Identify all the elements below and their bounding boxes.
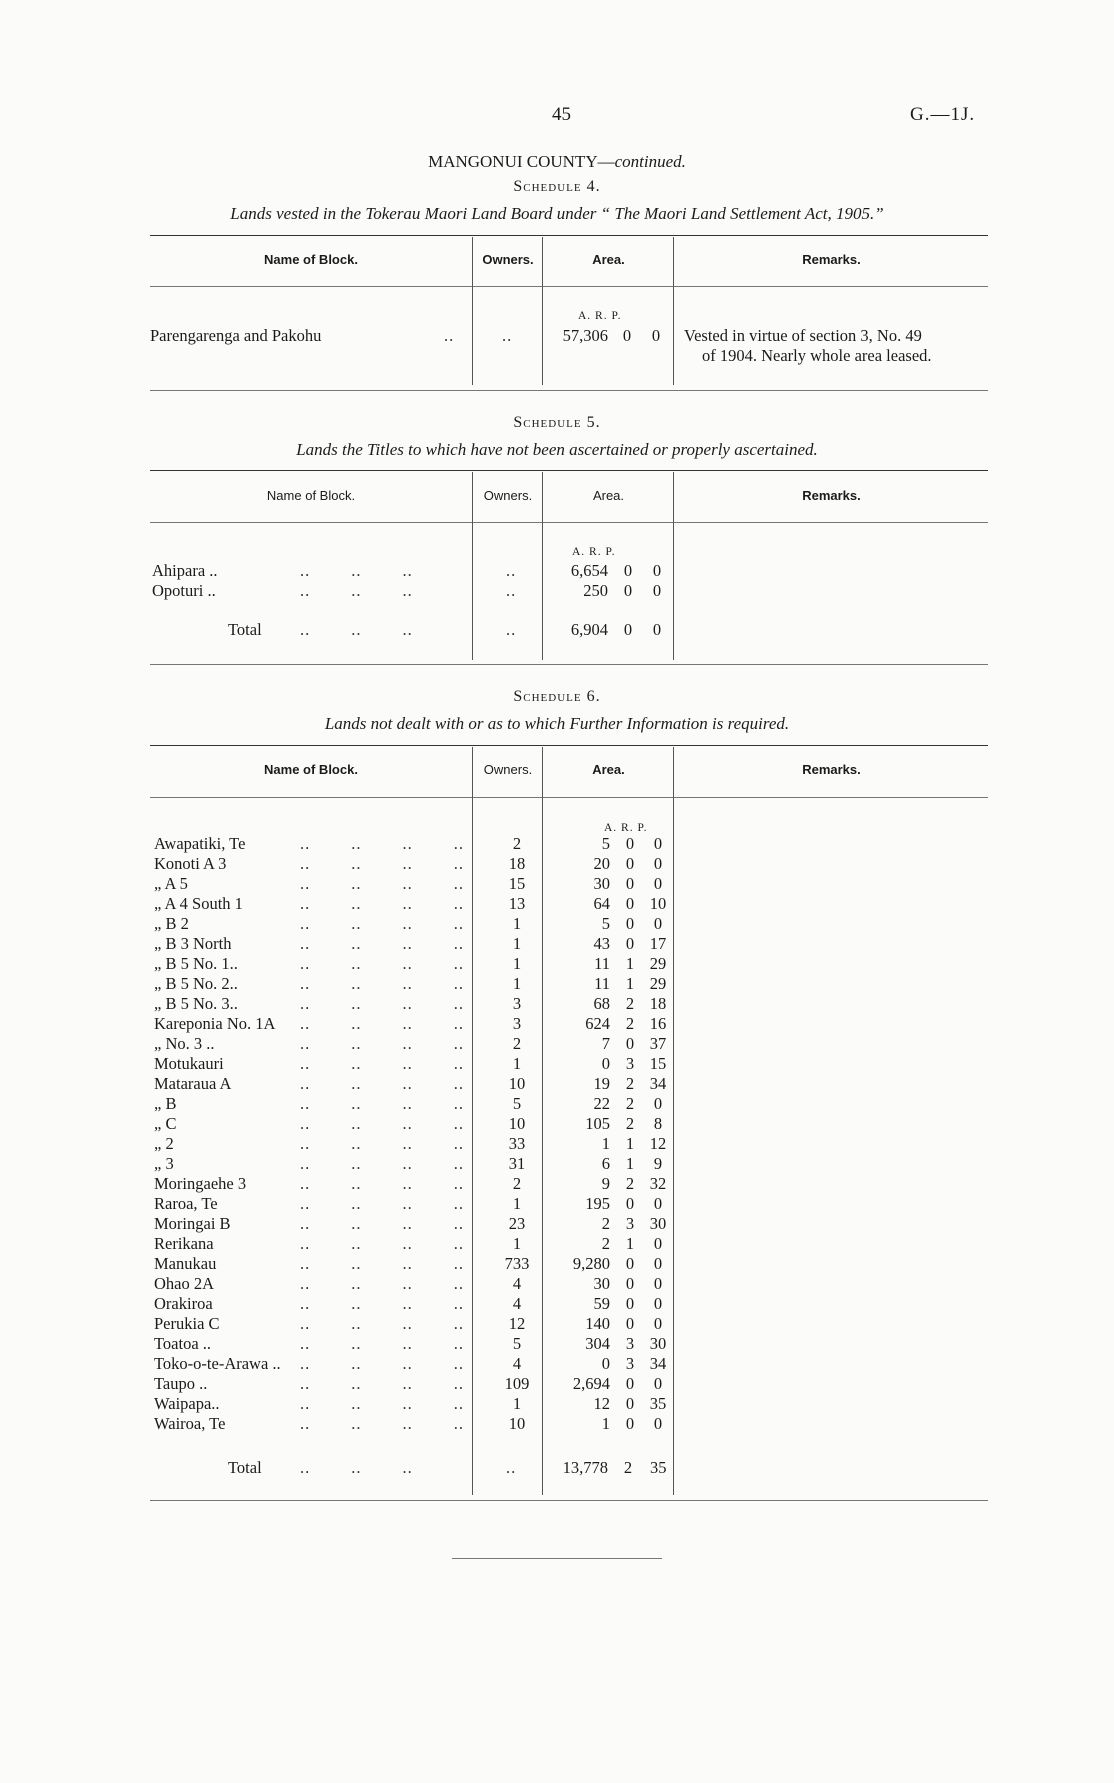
- block-name: Parengarenga and Pakohu: [150, 326, 322, 345]
- perches: 29: [649, 974, 667, 993]
- schedule-6-title: Schedule 6.: [513, 688, 601, 705]
- total-roods: 0: [623, 620, 633, 639]
- acres: 2: [601, 1234, 610, 1253]
- acres: 11: [594, 954, 610, 973]
- schedule-4-title: Schedule 4.: [513, 178, 601, 195]
- perches: 35: [649, 1394, 667, 1413]
- total-owners: ..: [506, 620, 517, 639]
- owners: 31: [508, 1154, 526, 1173]
- owners: 3: [512, 994, 522, 1013]
- roods: 0: [623, 581, 633, 600]
- table-rule: [150, 797, 988, 798]
- owners: 12: [508, 1314, 526, 1333]
- block-name: Taupo ..: [154, 1374, 208, 1393]
- leader-dots: .. .. .. ..: [300, 974, 464, 993]
- roods: 3: [625, 1334, 635, 1353]
- acres: 1: [601, 1414, 610, 1433]
- block-name: „ B 3 North: [154, 934, 232, 953]
- roods: 0: [625, 854, 635, 873]
- block-name: Wairoa, Te: [154, 1414, 226, 1433]
- roods: 0: [625, 894, 635, 913]
- owners: ..: [506, 561, 517, 580]
- acres: 30: [593, 1274, 610, 1293]
- county-continued: continued.: [614, 152, 686, 171]
- leader-dots: .. .. .. ..: [300, 1234, 464, 1253]
- table-rule: [150, 470, 988, 471]
- acres: 19: [593, 1074, 610, 1093]
- acres: 30: [593, 874, 610, 893]
- total-perches: 35: [650, 1458, 667, 1477]
- total-label: Total: [228, 620, 262, 639]
- perches: 10: [649, 894, 667, 913]
- perches: 0: [651, 326, 661, 345]
- total-label: Total: [228, 1458, 262, 1477]
- perches: 0: [653, 1234, 663, 1253]
- end-rule: [452, 1558, 662, 1559]
- leader-dots: .. .. .. ..: [300, 1154, 464, 1173]
- roods: 3: [625, 1054, 635, 1073]
- block-name: Motukauri: [154, 1054, 224, 1073]
- acres: 11: [594, 974, 610, 993]
- roods: 0: [622, 326, 632, 345]
- leader-dots: .. .. .. ..: [300, 1354, 464, 1373]
- owners: 1: [512, 914, 522, 933]
- leader-dots: .. .. .. ..: [300, 1414, 464, 1433]
- roods: 0: [625, 1194, 635, 1213]
- acres: 304: [585, 1334, 610, 1353]
- roods: 0: [625, 1294, 635, 1313]
- perches: 0: [653, 1094, 663, 1113]
- acres: 9: [601, 1174, 610, 1193]
- owners: 5: [512, 1334, 522, 1353]
- block-name: „ No. 3 ..: [154, 1034, 215, 1053]
- owners: 1: [512, 974, 522, 993]
- acres: 57,306: [562, 326, 608, 345]
- header-name-of-block: Name of Block.: [266, 488, 356, 503]
- owners: 1: [512, 1194, 522, 1213]
- acres: 0: [601, 1054, 610, 1073]
- column-divider: [542, 237, 543, 385]
- acres: 22: [593, 1094, 610, 1113]
- leader-dots: .. .. .. ..: [300, 854, 464, 873]
- perches: 0: [652, 561, 662, 580]
- block-name: Kareponia No. 1A: [154, 1014, 276, 1033]
- roods: 0: [625, 1274, 635, 1293]
- acres: 6: [601, 1154, 610, 1173]
- leader-dots: .. .. .. ..: [300, 1194, 464, 1213]
- owners: 15: [508, 874, 526, 893]
- block-name: Opoturi ..: [152, 581, 216, 600]
- table-rule: [150, 745, 988, 746]
- block-name: „ B: [154, 1094, 177, 1113]
- acres: 43: [593, 934, 610, 953]
- block-name: „ B 2: [154, 914, 189, 933]
- perches: 0: [653, 1194, 663, 1213]
- roods: 0: [625, 1414, 635, 1433]
- leader-dots: ..: [444, 326, 455, 345]
- roods: 2: [625, 994, 635, 1013]
- header-owners: Owners.: [482, 252, 534, 267]
- acres: 140: [585, 1314, 610, 1333]
- acres: 9,280: [572, 1254, 610, 1273]
- acres: 7: [601, 1034, 610, 1053]
- county-title: [0, 152, 1114, 172]
- leader-dots: .. .. .. ..: [300, 1034, 464, 1053]
- leader-dots: .. .. .. ..: [300, 954, 464, 973]
- owners: 1: [512, 954, 522, 973]
- acres: 0: [601, 1354, 610, 1373]
- table-rule: [150, 1500, 988, 1501]
- block-name: Orakiroa: [154, 1294, 213, 1313]
- roods: 0: [625, 914, 635, 933]
- block-name: „ A 4 South 1: [154, 894, 243, 913]
- header-area: Area.: [592, 488, 625, 503]
- acres: 59: [593, 1294, 610, 1313]
- table-rule: [150, 286, 988, 287]
- leader-dots: .. .. .. ..: [300, 874, 464, 893]
- document-code: G.—1J.: [910, 104, 976, 125]
- roods: 1: [625, 1134, 635, 1153]
- acres: 68: [593, 994, 610, 1013]
- block-name: „ B 5 No. 2..: [154, 974, 238, 993]
- perches: 0: [653, 1254, 663, 1273]
- roods: 2: [625, 1094, 635, 1113]
- roods: 3: [625, 1214, 635, 1233]
- acres: 64: [593, 894, 610, 913]
- owners: 4: [512, 1294, 522, 1313]
- block-name: Toko-o-te-Arawa ..: [154, 1354, 281, 1373]
- leader-dots: .. .. .. ..: [300, 1094, 464, 1113]
- total-owners: ..: [506, 1458, 517, 1477]
- perches: 30: [649, 1214, 667, 1233]
- roods: 1: [625, 1234, 635, 1253]
- table-rule: [150, 235, 988, 236]
- leader-dots: .. .. .. ..: [300, 914, 464, 933]
- perches: 0: [653, 854, 663, 873]
- leader-dots: .. .. .. ..: [300, 1254, 464, 1273]
- roods: 0: [625, 934, 635, 953]
- block-name: „ 2: [154, 1134, 174, 1153]
- acres: 5: [601, 914, 610, 933]
- header-area: Area.: [592, 762, 625, 777]
- owners: 4: [512, 1274, 522, 1293]
- leader-dots: .. .. .. ..: [300, 1114, 464, 1133]
- owners: 13: [508, 894, 526, 913]
- owners: 10: [508, 1074, 526, 1093]
- perches: 16: [649, 1014, 667, 1033]
- roods: 0: [625, 1374, 635, 1393]
- schedule-5-caption: Lands the Titles to which have not been ascertained or properly ascertained.: [296, 440, 818, 459]
- roods: 0: [625, 834, 635, 853]
- leader-dots: .. .. .. ..: [300, 1374, 464, 1393]
- total-perches: 0: [652, 620, 662, 639]
- remarks-line-2: of 1904. Nearly whole area leased.: [702, 346, 932, 365]
- owners: 18: [508, 854, 526, 873]
- perches: 0: [653, 874, 663, 893]
- block-name: Manukau: [154, 1254, 217, 1273]
- area-units: A. R. P.: [572, 546, 616, 558]
- perches: 15: [649, 1054, 667, 1073]
- leader-dots: .. .. .. ..: [300, 1314, 464, 1333]
- block-name: Waipapa..: [154, 1394, 220, 1413]
- owners: 2: [512, 1174, 522, 1193]
- acres: 2,694: [572, 1374, 610, 1393]
- owners: 1: [512, 1394, 522, 1413]
- owners: 1: [512, 1054, 522, 1073]
- leader-dots: .. .. .. ..: [300, 834, 464, 853]
- leader-dots: .. .. .. ..: [300, 934, 464, 953]
- owners: 33: [508, 1134, 526, 1153]
- perches: 32: [649, 1174, 667, 1193]
- column-divider: [673, 747, 674, 1495]
- roods: 3: [625, 1354, 635, 1373]
- perches: 0: [652, 581, 662, 600]
- perches: 17: [649, 934, 667, 953]
- perches: 0: [653, 1274, 663, 1293]
- roods: 0: [625, 1254, 635, 1273]
- perches: 0: [653, 1374, 663, 1393]
- block-name: Rerikana: [154, 1234, 214, 1253]
- perches: 9: [653, 1154, 663, 1173]
- block-name: Moringai B: [154, 1214, 231, 1233]
- schedule-4-caption: Lands vested in the Tokerau Maori Land Board under “ The Maori Land Settlement Act, 1905.”: [230, 204, 884, 223]
- header-remarks: Remarks.: [802, 762, 861, 777]
- owners: 10: [508, 1114, 526, 1133]
- perches: 18: [649, 994, 667, 1013]
- column-divider: [472, 472, 473, 660]
- leader-dots: .. .. ..: [300, 561, 413, 580]
- acres: 20: [593, 854, 610, 873]
- column-divider: [472, 747, 473, 1495]
- perches: 30: [649, 1334, 667, 1353]
- block-name: Ahipara ..: [152, 561, 218, 580]
- leader-dots: .. .. ..: [300, 581, 413, 600]
- block-name: Raroa, Te: [154, 1194, 218, 1213]
- leader-dots: .. .. .. ..: [300, 894, 464, 913]
- roods: 0: [625, 874, 635, 893]
- block-name: „ A 5: [154, 874, 188, 893]
- block-name: Konoti A 3: [154, 854, 227, 873]
- perches: 0: [653, 1414, 663, 1433]
- leader-dots: .. .. .. ..: [300, 1074, 464, 1093]
- table-rule: [150, 390, 988, 391]
- schedule-5-title: Schedule 5.: [513, 414, 601, 431]
- owners: 23: [508, 1214, 526, 1233]
- schedule-6-caption: Lands not dealt with or as to which Further Information is required.: [324, 714, 790, 733]
- block-name: Moringaehe 3: [154, 1174, 247, 1193]
- acres: 5: [601, 834, 610, 853]
- leader-dots: .. .. .. ..: [300, 1294, 464, 1313]
- roods: 2: [625, 1114, 635, 1133]
- header-name-of-block: Name of Block.: [264, 252, 358, 267]
- owners: 4: [512, 1354, 522, 1373]
- acres: 12: [593, 1394, 610, 1413]
- leader-dots: .. .. .. ..: [300, 1334, 464, 1353]
- header-owners: Owners.: [483, 488, 533, 503]
- remarks-line-1: Vested in virtue of section 3, No. 49: [684, 326, 922, 345]
- acres: 1: [601, 1134, 610, 1153]
- roods: 1: [625, 954, 635, 973]
- perches: 0: [653, 914, 663, 933]
- block-name: Toatoa ..: [154, 1334, 212, 1353]
- column-divider: [673, 472, 674, 660]
- owners: ..: [506, 581, 517, 600]
- column-divider: [472, 237, 473, 385]
- leader-dots: .. .. .. ..: [300, 1014, 464, 1033]
- header-area: Area.: [592, 252, 625, 267]
- perches: 34: [649, 1074, 667, 1093]
- roods: 0: [625, 1394, 635, 1413]
- leader-dots: .. .. ..: [300, 620, 413, 639]
- perches: 12: [649, 1134, 667, 1153]
- perches: 0: [653, 1294, 663, 1313]
- owners: 109: [504, 1374, 530, 1393]
- perches: 0: [653, 834, 663, 853]
- leader-dots: .. .. .. ..: [300, 1134, 464, 1153]
- perches: 0: [653, 1314, 663, 1333]
- total-roods: 2: [623, 1458, 633, 1477]
- block-name: Mataraua A: [154, 1074, 232, 1093]
- table-rule: [150, 522, 988, 523]
- roods: 0: [625, 1034, 635, 1053]
- owners: 5: [512, 1094, 522, 1113]
- block-name: „ C: [154, 1114, 177, 1133]
- perches: 37: [649, 1034, 667, 1053]
- block-name: Awapatiki, Te: [154, 834, 246, 853]
- block-name: „ B 5 No. 3..: [154, 994, 238, 1013]
- roods: 0: [625, 1314, 635, 1333]
- roods: 1: [625, 1154, 635, 1173]
- leader-dots: .. .. .. ..: [300, 1054, 464, 1073]
- roods: 2: [625, 1014, 635, 1033]
- acres: 2: [601, 1214, 610, 1233]
- owners: 10: [508, 1414, 526, 1433]
- owners: 2: [512, 834, 522, 853]
- roods: 0: [623, 561, 633, 580]
- leader-dots: .. .. .. ..: [300, 1174, 464, 1193]
- block-name: „ 3: [154, 1154, 174, 1173]
- acres: 195: [585, 1194, 610, 1213]
- perches: 8: [653, 1114, 663, 1133]
- roods: 1: [625, 974, 635, 993]
- leader-dots: .. .. ..: [300, 1458, 413, 1477]
- block-name: Perukia C: [154, 1314, 220, 1333]
- area-units: A. R. P.: [604, 822, 648, 834]
- owners: ..: [502, 326, 513, 345]
- acres: 6,654: [570, 561, 608, 580]
- roods: 2: [625, 1074, 635, 1093]
- roods: 2: [625, 1174, 635, 1193]
- acres: 105: [585, 1114, 610, 1133]
- block-name: Ohao 2A: [154, 1274, 215, 1293]
- leader-dots: .. .. .. ..: [300, 994, 464, 1013]
- column-divider: [673, 237, 674, 385]
- total-acres: 13,778: [562, 1458, 608, 1477]
- county-name: MANGONUI COUNTY—: [428, 152, 615, 171]
- owners: 2: [512, 1034, 522, 1053]
- page-number: 45: [552, 104, 571, 125]
- block-name: „ B 5 No. 1..: [154, 954, 238, 973]
- owners: 1: [512, 1234, 522, 1253]
- leader-dots: .. .. .. ..: [300, 1394, 464, 1413]
- acres: 250: [583, 581, 608, 600]
- owners: 1: [512, 934, 522, 953]
- area-units: A. R. P.: [578, 310, 622, 322]
- owners: 733: [504, 1254, 530, 1273]
- perches: 29: [649, 954, 667, 973]
- owners: 3: [512, 1014, 522, 1033]
- perches: 34: [649, 1354, 667, 1373]
- header-remarks: Remarks.: [802, 252, 861, 267]
- leader-dots: .. .. .. ..: [300, 1274, 464, 1293]
- header-owners: Owners.: [483, 762, 533, 777]
- leader-dots: .. .. .. ..: [300, 1214, 464, 1233]
- acres: 624: [585, 1014, 610, 1033]
- total-acres: 6,904: [570, 620, 608, 639]
- header-remarks: Remarks.: [802, 488, 861, 503]
- header-name-of-block: Name of Block.: [264, 762, 358, 777]
- table-rule: [150, 664, 988, 665]
